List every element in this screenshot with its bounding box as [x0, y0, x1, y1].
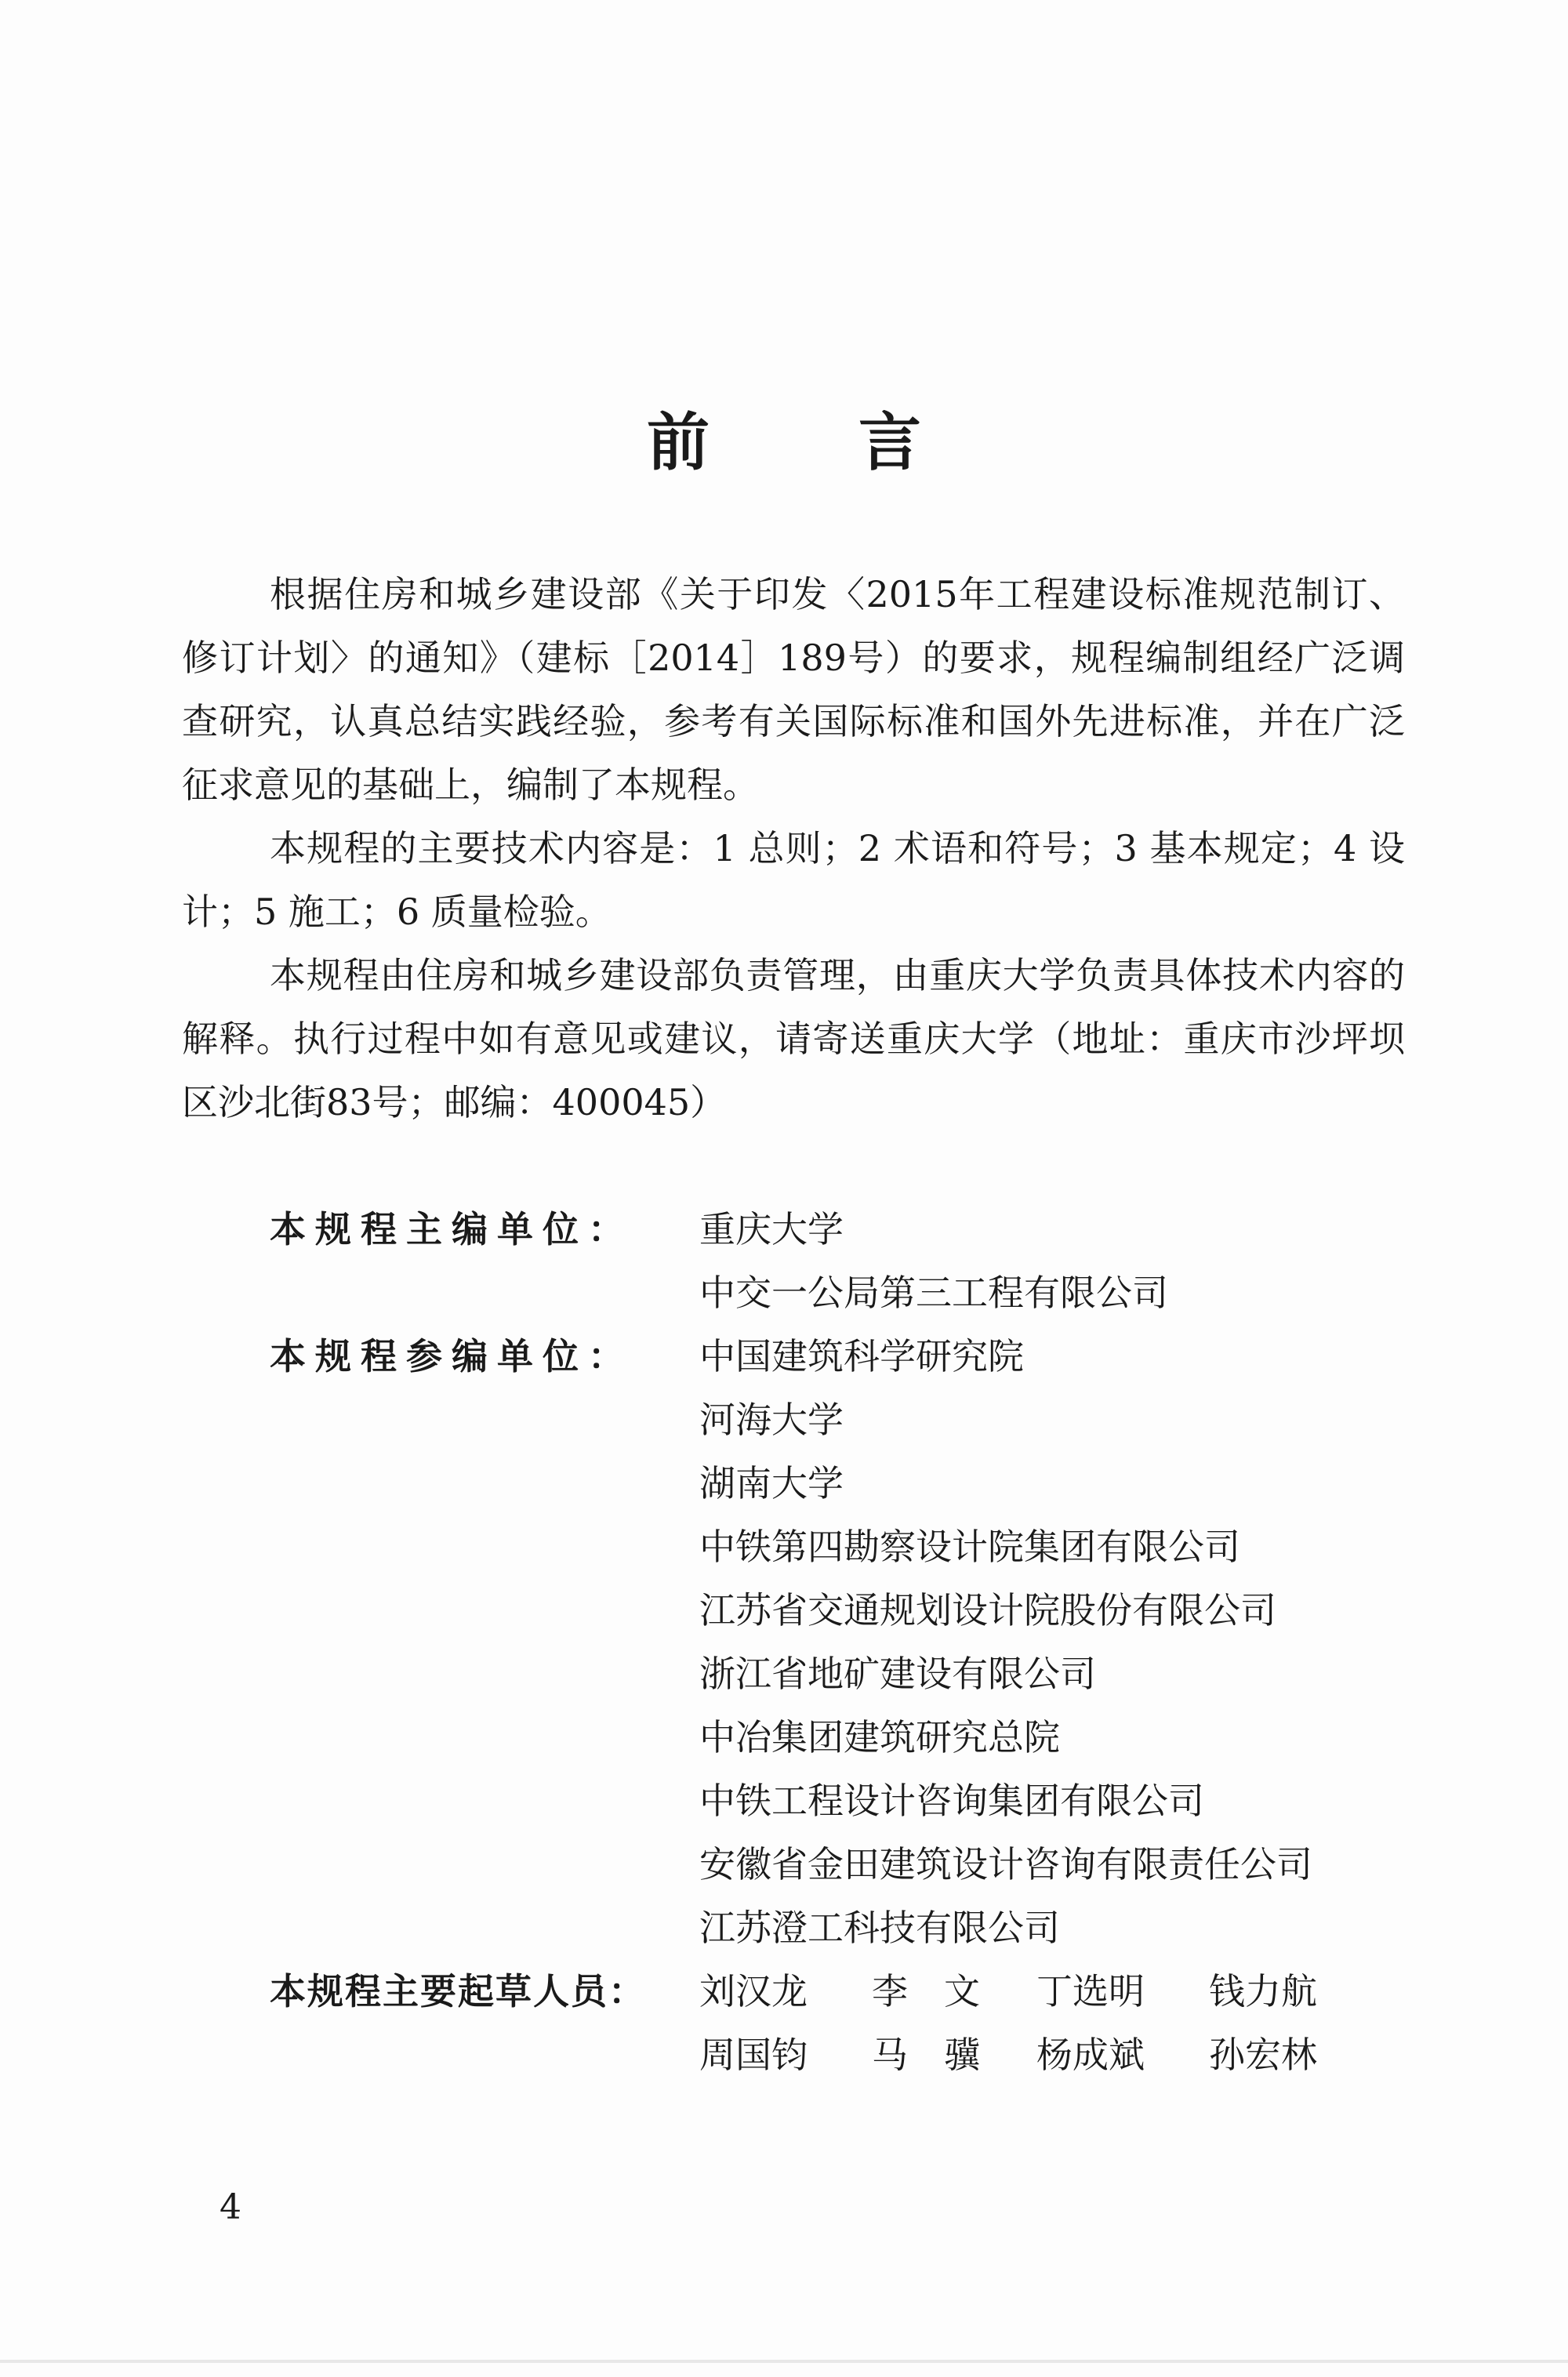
- chief-unit-item: 中交一公局第三工程有限公司: [699, 1272, 1168, 1314]
- drafters-names: [699, 1960, 1397, 2087]
- participating-unit-item: 中铁第四勘察设计院集团有限公司: [699, 1526, 1240, 1568]
- participating-unit-item: 安徽省金田建筑设计咨询有限责任公司: [699, 1843, 1312, 1885]
- participating-units-row: [182, 1325, 1421, 1960]
- participating-units-list: [699, 1325, 1397, 1960]
- drafter-name: 孙宏林: [1209, 2034, 1317, 2076]
- drafter-name: 杨成斌: [1036, 2034, 1145, 2076]
- drafters-row: [182, 1960, 1421, 2087]
- participating-unit-item: 河海大学: [699, 1399, 844, 1441]
- page-bottom-divider: [0, 2360, 1568, 2363]
- drafter-name: 钱力航: [1209, 1970, 1317, 2012]
- participating-unit-item: 中国建筑科学研究院: [699, 1335, 1024, 1377]
- participating-unit-item: 浙江省地矿建设有限公司: [699, 1653, 1096, 1695]
- participating-unit-item: 中铁工程设计咨询集团有限公司: [699, 1780, 1204, 1822]
- chief-units-row: [182, 1198, 1421, 1325]
- paragraph-content: 本规程的主要技术内容是：1 总则；2 术语和符号；3 基本规定；4 设计；5 施工；6 质量检验。: [182, 827, 1405, 933]
- chief-unit-item: 重庆大学: [699, 1208, 844, 1250]
- participating-units-label: 本规程参编单位：: [270, 1335, 633, 1377]
- drafter-name: 刘汉龙: [699, 1970, 808, 2012]
- preface-body: [182, 563, 1405, 1134]
- drafter-name: 李 文: [872, 1970, 980, 2012]
- title-char-2: 言: [858, 405, 921, 479]
- participating-unit-item: 湖南大学: [699, 1462, 844, 1504]
- paragraph-basis: 根据住房和城乡建设部《关于印发〈2015年工程建设标准规范制订、修订计划〉的通知》（建标［2014］189号）的要求，规程编制组经广泛调查研究，认真总结实践经验，参考有关国际标准和国外先进标准，并在广泛征求意见的基础上，编制了本规程。: [182, 573, 1405, 806]
- paragraph-management: 本规程由住房和城乡建设部负责管理，由重庆大学负责具体技术内容的解释。执行过程中如有意见或建议，请寄送重庆大学（地址：重庆市沙坪坝区沙北街83号；邮编：400045）: [182, 954, 1405, 1123]
- chief-units-label: 本规程主编单位：: [270, 1208, 633, 1250]
- page-number: 4: [220, 2187, 241, 2227]
- participating-unit-item: 中冶集团建筑研究总院: [699, 1716, 1060, 1758]
- participating-unit-item: 江苏省交通规划设计院股份有限公司: [699, 1589, 1276, 1631]
- title-char-1: 前: [647, 405, 710, 479]
- page-title: [0, 392, 1568, 482]
- drafter-name: 马 骥: [872, 2034, 980, 2076]
- chief-units-list: [699, 1198, 1397, 1325]
- drafters-label: 本规程主要起草人员：: [270, 1970, 646, 2012]
- units-section: [182, 1198, 1421, 2087]
- participating-unit-item: 江苏澄工科技有限公司: [699, 1907, 1060, 1949]
- drafter-name: 周国钧: [699, 2034, 808, 2076]
- drafter-name: 丁选明: [1036, 1970, 1145, 2012]
